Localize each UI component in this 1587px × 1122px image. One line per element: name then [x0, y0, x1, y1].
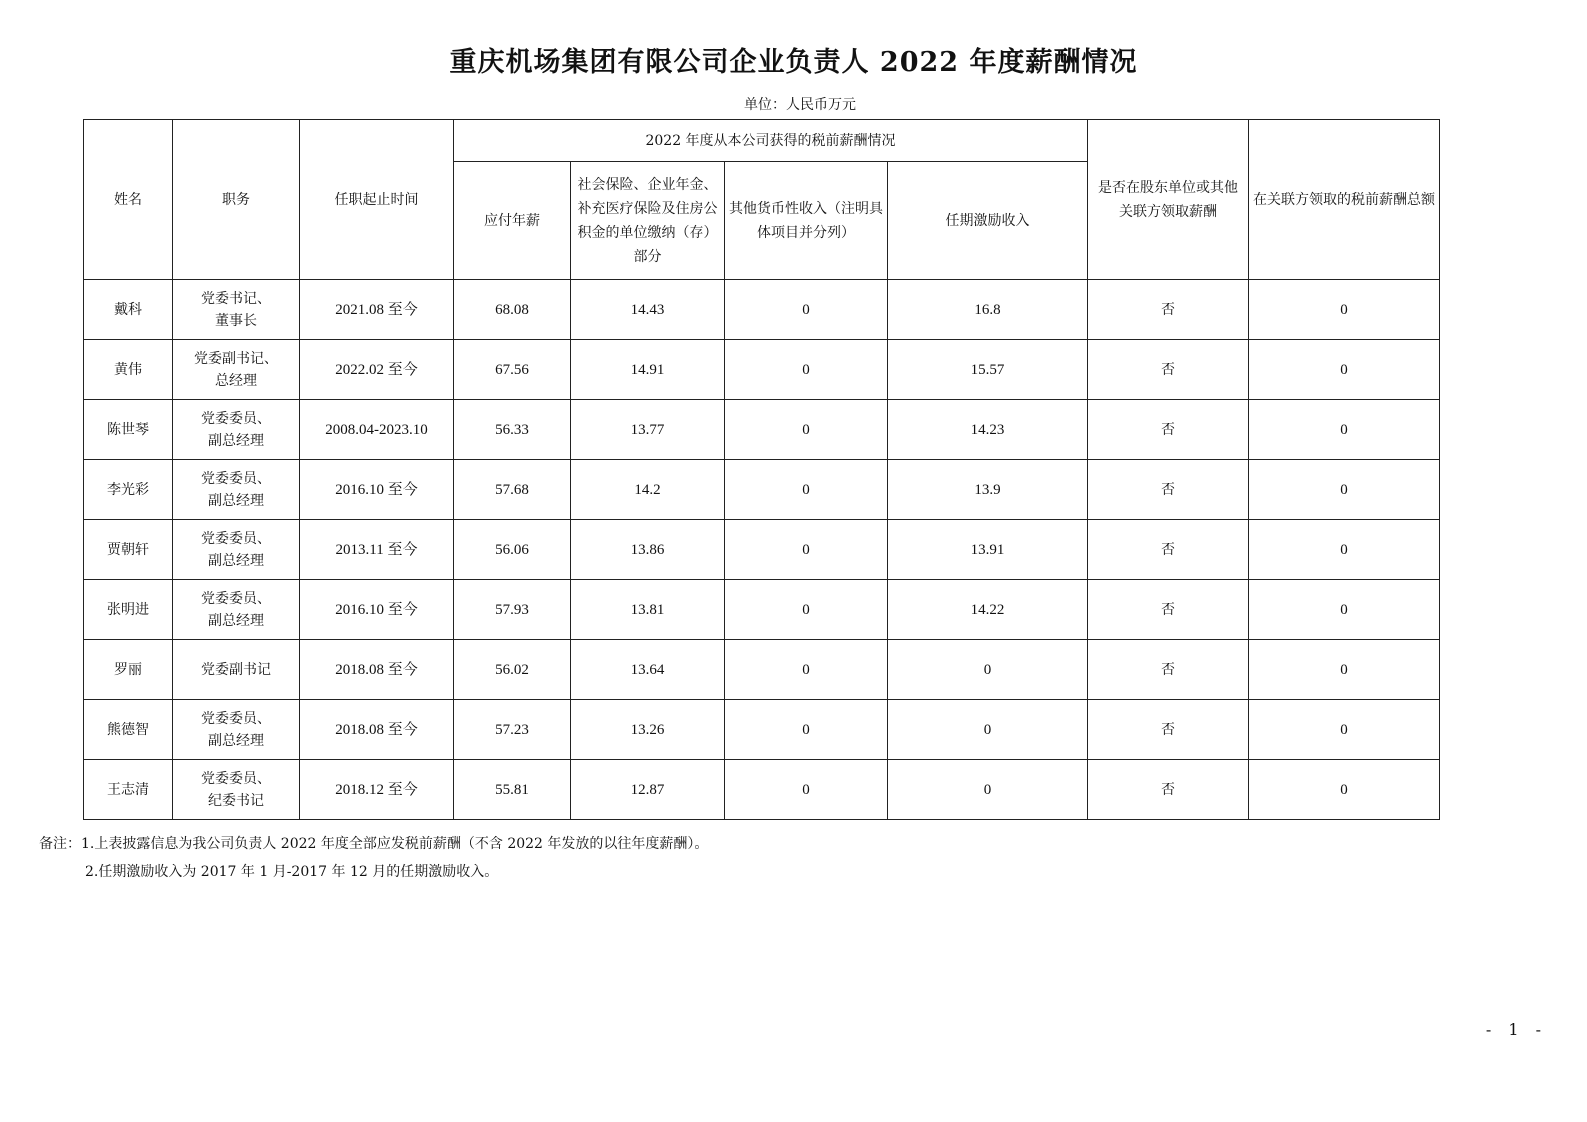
- cell-related-total: 0: [1249, 280, 1440, 340]
- cell-name: 戴科: [84, 280, 173, 340]
- table-row: [84, 760, 1440, 820]
- cell-annual-salary: 67.56: [454, 340, 571, 400]
- cell-shareholder-pay: 否: [1088, 700, 1249, 760]
- header-salary-group: 2022 年度从本公司获得的税前薪酬情况: [454, 120, 1088, 162]
- cell-social-insurance: 13.26: [571, 700, 725, 760]
- table-row: [84, 340, 1440, 400]
- cell-shareholder-pay: 否: [1088, 280, 1249, 340]
- cell-other-income: 0: [725, 400, 888, 460]
- cell-related-total: 0: [1249, 340, 1440, 400]
- header-social-insurance: 社会保险、企业年金、补充医疗保险及住房公积金的单位缴纳（存）部分: [571, 162, 725, 280]
- cell-social-insurance: 13.77: [571, 400, 725, 460]
- position-line: 副总经理: [208, 492, 264, 509]
- cell-name: 王志清: [84, 760, 173, 820]
- cell-tenure: 2021.08 至今: [300, 280, 454, 340]
- cell-position: [173, 400, 300, 460]
- cell-related-total: 0: [1249, 700, 1440, 760]
- header-incentive: 任期激励收入: [888, 162, 1088, 280]
- cell-annual-salary: 57.23: [454, 700, 571, 760]
- cell-social-insurance: 13.81: [571, 580, 725, 640]
- cell-position: [173, 640, 300, 700]
- cell-incentive: 14.23: [888, 400, 1088, 460]
- position-line: 副总经理: [208, 552, 264, 569]
- position-line: 副总经理: [208, 732, 264, 749]
- header-tenure: 任职起止时间: [300, 120, 454, 280]
- cell-shareholder-pay: 否: [1088, 760, 1249, 820]
- cell-shareholder-pay: 否: [1088, 400, 1249, 460]
- cell-position: [173, 460, 300, 520]
- cell-tenure: 2022.02 至今: [300, 340, 454, 400]
- table-body: [84, 280, 1440, 820]
- position-line: 副总经理: [208, 432, 264, 449]
- cell-other-income: 0: [725, 580, 888, 640]
- page-title: 重庆机场集团有限公司企业负责人 2022 年度薪酬情况: [449, 47, 1138, 78]
- position-line: 党委委员、: [201, 770, 271, 787]
- cell-annual-salary: 55.81: [454, 760, 571, 820]
- cell-annual-salary: 57.93: [454, 580, 571, 640]
- position-line: 党委委员、: [201, 710, 271, 727]
- cell-related-total: 0: [1249, 640, 1440, 700]
- cell-social-insurance: 13.64: [571, 640, 725, 700]
- cell-tenure: 2018.08 至今: [300, 640, 454, 700]
- table-row: [84, 460, 1440, 520]
- cell-name: 贾朝轩: [84, 520, 173, 580]
- cell-shareholder-pay: 否: [1088, 460, 1249, 520]
- cell-position: [173, 520, 300, 580]
- table-row: [84, 580, 1440, 640]
- cell-shareholder-pay: 否: [1088, 580, 1249, 640]
- position-line: 总经理: [215, 372, 257, 389]
- header-related-total: 在关联方领取的税前薪酬总额: [1249, 120, 1440, 280]
- cell-name: 陈世琴: [84, 400, 173, 460]
- cell-name: 熊德智: [84, 700, 173, 760]
- cell-incentive: 14.22: [888, 580, 1088, 640]
- note-2: 2.任期激励收入为 2017 年 1 月-2017 年 12 月的任期激励收入。: [85, 864, 499, 880]
- cell-social-insurance: 14.91: [571, 340, 725, 400]
- cell-position: [173, 760, 300, 820]
- cell-incentive: 13.9: [888, 460, 1088, 520]
- cell-other-income: 0: [725, 700, 888, 760]
- cell-shareholder-pay: 否: [1088, 520, 1249, 580]
- cell-position: [173, 280, 300, 340]
- cell-tenure: 2018.12 至今: [300, 760, 454, 820]
- position-line: 党委委员、: [201, 470, 271, 487]
- cell-position: [173, 700, 300, 760]
- cell-social-insurance: 13.86: [571, 520, 725, 580]
- position-line: 董事长: [215, 312, 257, 329]
- table-row: [84, 640, 1440, 700]
- cell-annual-salary: 56.02: [454, 640, 571, 700]
- position-line: 党委委员、: [201, 530, 271, 547]
- header-name: 姓名: [84, 120, 173, 280]
- table-row: [84, 400, 1440, 460]
- notes: [39, 830, 708, 886]
- table-row: [84, 520, 1440, 580]
- position-line: 党委副书记、: [194, 350, 278, 367]
- cell-annual-salary: 56.33: [454, 400, 571, 460]
- cell-other-income: 0: [725, 520, 888, 580]
- cell-related-total: 0: [1249, 580, 1440, 640]
- cell-related-total: 0: [1249, 460, 1440, 520]
- cell-incentive: 0: [888, 700, 1088, 760]
- cell-incentive: 13.91: [888, 520, 1088, 580]
- cell-social-insurance: 14.43: [571, 280, 725, 340]
- cell-social-insurance: 14.2: [571, 460, 725, 520]
- cell-name: 黄伟: [84, 340, 173, 400]
- cell-tenure: 2016.10 至今: [300, 460, 454, 520]
- cell-annual-salary: 56.06: [454, 520, 571, 580]
- header-row-top: [84, 120, 1440, 162]
- cell-other-income: 0: [725, 640, 888, 700]
- cell-tenure: 2013.11 至今: [300, 520, 454, 580]
- position-line: 党委副书记: [201, 661, 271, 678]
- cell-other-income: 0: [725, 280, 888, 340]
- cell-annual-salary: 68.08: [454, 280, 571, 340]
- salary-table: [83, 119, 1440, 820]
- cell-social-insurance: 12.87: [571, 760, 725, 820]
- cell-tenure: 2008.04-2023.10: [300, 400, 454, 460]
- position-line: 党委书记、: [201, 290, 271, 307]
- cell-other-income: 0: [725, 340, 888, 400]
- page-number: - 1 -: [1485, 1020, 1547, 1039]
- cell-other-income: 0: [725, 460, 888, 520]
- cell-position: [173, 580, 300, 640]
- cell-name: 李光彩: [84, 460, 173, 520]
- position-line: 纪委书记: [208, 792, 264, 809]
- cell-name: 罗丽: [84, 640, 173, 700]
- header-annual-salary: 应付年薪: [454, 162, 571, 280]
- header-shareholder-pay: 是否在股东单位或其他关联方领取薪酬: [1088, 120, 1249, 280]
- cell-related-total: 0: [1249, 760, 1440, 820]
- unit-label: 单位：人民币万元: [744, 97, 856, 113]
- cell-tenure: 2018.08 至今: [300, 700, 454, 760]
- cell-tenure: 2016.10 至今: [300, 580, 454, 640]
- cell-other-income: 0: [725, 760, 888, 820]
- position-line: 副总经理: [208, 612, 264, 629]
- cell-incentive: 16.8: [888, 280, 1088, 340]
- table-row: [84, 280, 1440, 340]
- cell-incentive: 15.57: [888, 340, 1088, 400]
- position-line: 党委委员、: [201, 410, 271, 427]
- note-1: 备注：1.上表披露信息为我公司负责人 2022 年度全部应发税前薪酬（不含 2022 年发放的以往年度薪酬）。: [39, 836, 709, 852]
- cell-position: [173, 340, 300, 400]
- cell-incentive: 0: [888, 760, 1088, 820]
- cell-annual-salary: 57.68: [454, 460, 571, 520]
- header-position: 职务: [173, 120, 300, 280]
- cell-shareholder-pay: 否: [1088, 340, 1249, 400]
- table-row: [84, 700, 1440, 760]
- position-line: 党委委员、: [201, 590, 271, 607]
- cell-shareholder-pay: 否: [1088, 640, 1249, 700]
- cell-related-total: 0: [1249, 400, 1440, 460]
- header-other-income: 其他货币性收入（注明具体项目并分列）: [725, 162, 888, 280]
- cell-incentive: 0: [888, 640, 1088, 700]
- cell-related-total: 0: [1249, 520, 1440, 580]
- cell-name: 张明进: [84, 580, 173, 640]
